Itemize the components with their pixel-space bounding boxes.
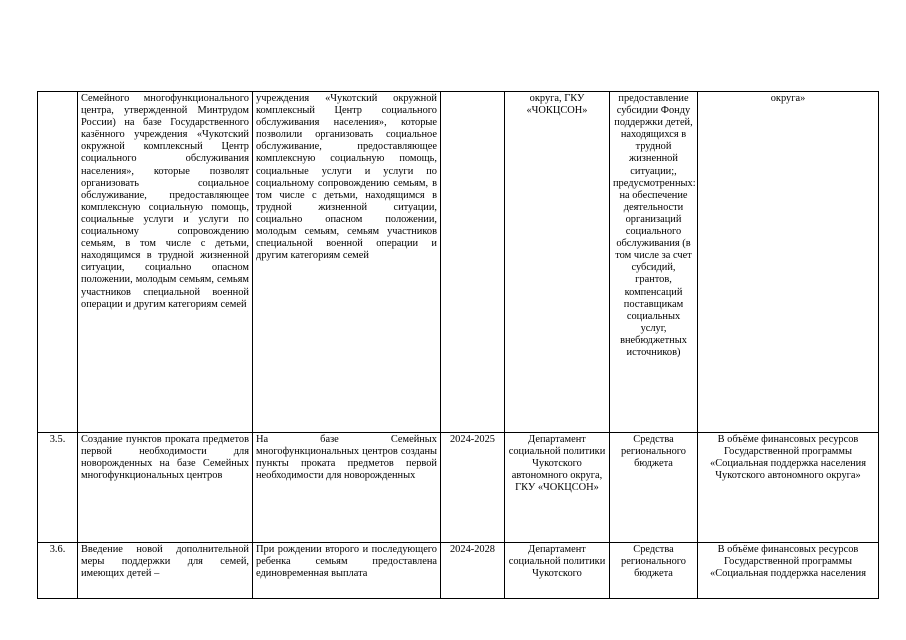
- measure-cell: Семейного многофункционального центра, утвержденной Минтрудом России) на базе Государственного казённого учреждения «Чукотский окружной комплексный Центр социального обслуживания населения», которые позволят организовать социальное обслуживание, предоставляющее комплексную социальную помощь, социальные услуги и услуги по социальному сопровождению семьям, в том числе с детьми, находящимся в трудной жизненной ситуации, социально опасном положении, молодым семьям, семьям участников специальной военной операции и другим категориям семей: [78, 92, 253, 433]
- result-cell: При рождении второго и последующего ребенка семьям предоставлена единовременная выплата: [253, 543, 441, 599]
- funding-cell: В объёме финансовых ресурсов Государственной программы «Социальная поддержка населения: [698, 543, 879, 599]
- table-row: [38, 92, 879, 433]
- funding-cell: В объёме финансовых ресурсов Государственной программы «Социальная поддержка населения Чукотского автономного округа»: [698, 433, 879, 543]
- result-cell: На базе Семейных многофункциональных центров созданы пункты проката предметов первой необходимости для новорожденных: [253, 433, 441, 543]
- measure-cell: Введение новой дополнительной меры поддержки для семей, имеющих детей –: [78, 543, 253, 599]
- period-cell: [441, 92, 505, 433]
- source-cell: предоставление субсидии Фонду поддержки детей, находящихся в трудной жизненной ситуации;, предусмотренных: на обеспечение деятельности организаций социального обслуживания (в том числе за счет субсидий, грантов, компенсаций поставщикам социальных услуг, внебюджетных источников): [610, 92, 698, 433]
- table-row: [38, 433, 879, 543]
- measures-table: [37, 91, 879, 599]
- source-cell: Средства регионального бюджета: [610, 433, 698, 543]
- result-cell: учреждения «Чукотский окружной комплексный Центр социального обслуживания населения», которые позволили организовать социальное обслуживание, предоставляющее комплексную социальную помощь, социальные услуги и услуги по социальному сопровождению семьям, в том числе с детьми, находящимся в трудной жизненной ситуации, социально опасном положении, молодым семьям, семьям участников специальной военной операции и другим категориям семей: [253, 92, 441, 433]
- row-number: 3.6.: [38, 543, 78, 599]
- funding-cell: округа»: [698, 92, 879, 433]
- executor-cell: Департамент социальной политики Чукотского: [505, 543, 610, 599]
- row-number: 3.5.: [38, 433, 78, 543]
- row-number: [38, 92, 78, 433]
- executor-cell: округа, ГКУ «ЧОКЦСОН»: [505, 92, 610, 433]
- table-row: [38, 543, 879, 599]
- period-cell: 2024-2025: [441, 433, 505, 543]
- period-cell: 2024-2028: [441, 543, 505, 599]
- executor-cell: Департамент социальной политики Чукотского автономного округа, ГКУ «ЧОКЦСОН»: [505, 433, 610, 543]
- source-cell: Средства регионального бюджета: [610, 543, 698, 599]
- measure-cell: Создание пунктов проката предметов первой необходимости для новорожденных на базе Семейных многофункциональных центров: [78, 433, 253, 543]
